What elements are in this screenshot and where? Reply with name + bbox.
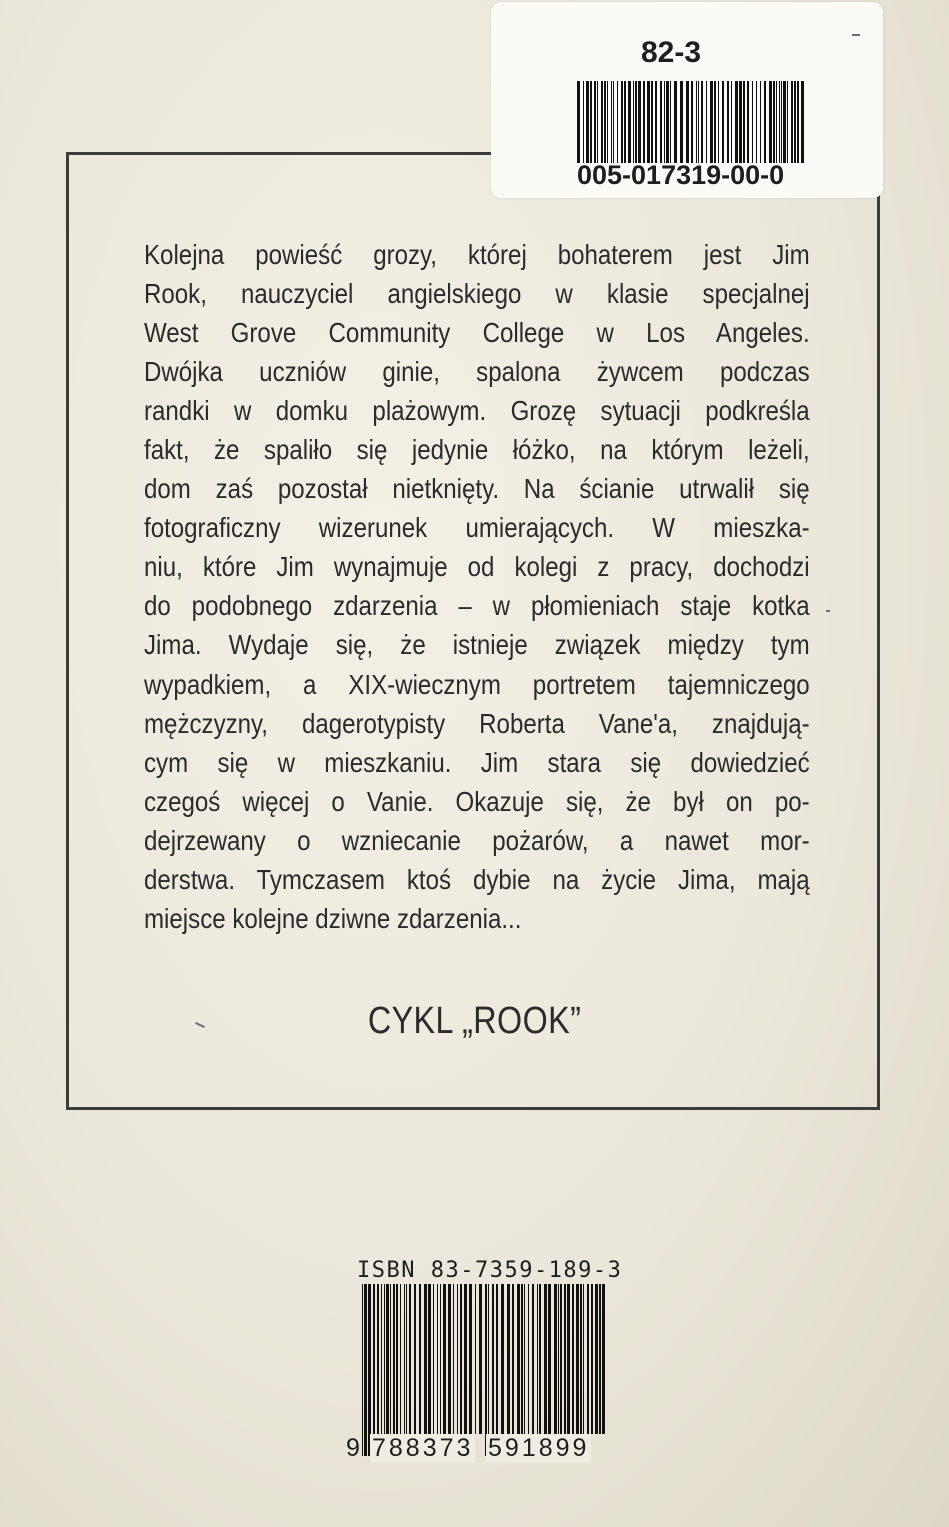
barcode-bar (587, 1284, 589, 1434)
barcode-bar (424, 1284, 427, 1434)
barcode-bar (437, 1284, 438, 1434)
barcode-bar (524, 1284, 525, 1434)
barcode-bar (691, 81, 693, 163)
barcode-bar (532, 1284, 534, 1434)
barcode-bar (362, 1284, 363, 1456)
isbn-barcode (362, 1284, 610, 1456)
barcode-bar (783, 81, 786, 163)
ean-right-digits: 591899 (488, 1434, 590, 1462)
barcode-bar (611, 81, 612, 163)
barcode-bar (787, 81, 788, 163)
barcode-bar (666, 81, 669, 163)
blurb-text (144, 235, 810, 938)
price-sticker (491, 2, 883, 198)
barcode-bar (507, 1284, 510, 1434)
barcode-bar (727, 81, 729, 163)
barcode-bar (554, 1284, 557, 1434)
barcode-bar (718, 81, 719, 163)
blurb-line: dejrzewany o wzniecanie pożarów, a nawet mor- (144, 824, 810, 856)
blurb-line: Kolejna powieść grozy, której bohaterem jest Jim (144, 239, 810, 270)
barcode-bar (595, 1284, 598, 1434)
barcode-bar (521, 1284, 523, 1434)
barcode-bar (517, 1284, 520, 1434)
barcode-bar (607, 81, 608, 163)
barcode-bar (409, 1284, 411, 1434)
barcode-bar (440, 1284, 441, 1434)
barcode-bar (739, 81, 742, 163)
barcode-bar (594, 81, 596, 163)
barcode-bar (797, 81, 799, 163)
barcode-bar (386, 1284, 389, 1434)
barcode-bar (643, 81, 645, 163)
barcode-bar (469, 1284, 472, 1434)
blurb-line: mężczyzny, dagerotypisty Roberta Vane'a, znajdują- (144, 707, 810, 739)
blurb-line: czegoś więcej o Vanie. Okazuje się, że był on po- (144, 785, 810, 817)
barcode-bar (773, 81, 775, 163)
barcode-bar (433, 1284, 434, 1434)
scuff-mark (826, 610, 830, 612)
barcode-bar (396, 1284, 398, 1434)
blurb-line: dom zaś pozostał nietknięty. Na ścianie utrwalił się (144, 473, 810, 505)
barcode-bar (544, 1284, 547, 1434)
barcode-bar (586, 81, 589, 163)
barcode-bar (621, 81, 623, 163)
barcode-bar (419, 1284, 421, 1434)
barcode-bar (501, 1284, 504, 1434)
barcode-bar (794, 81, 796, 163)
barcode-bar (781, 81, 782, 163)
barcode-bar (475, 1284, 476, 1434)
barcode-bar (448, 1284, 451, 1434)
barcode-bar (651, 81, 653, 163)
barcode-bar (760, 81, 761, 163)
barcode-bar (655, 81, 657, 163)
isbn-label: ISBN 83-7359-189-3 (357, 1258, 623, 1283)
barcode-bar (599, 1284, 601, 1434)
barcode-bar (364, 1284, 367, 1456)
barcode-bar (576, 1284, 579, 1434)
blurb-line: randki w domku plażowym. Grozę sytuacji podkreśla (144, 395, 810, 427)
barcode-bar (747, 81, 749, 163)
barcode-bar (670, 81, 671, 163)
barcode-bar (453, 1284, 454, 1434)
blurb-line: Rook, nauczyciel angielskiego w klasie specjalnej (144, 278, 810, 310)
barcode-bar (674, 81, 677, 163)
barcode-bar (635, 81, 637, 163)
barcode-bar (714, 81, 716, 163)
barcode-bar (572, 1284, 574, 1434)
barcode-bar (528, 1284, 529, 1434)
barcode-bar (664, 81, 665, 163)
barcode-bar (496, 1284, 498, 1434)
barcode-bar (710, 81, 713, 163)
barcode-bar (373, 1284, 375, 1434)
blurb-line: derstwa. Tymczasem ktoś dybie na życie Jima, mają (144, 863, 810, 895)
barcode-bar (628, 81, 631, 163)
blurb-line: Jima. Wydaje się, że istnieje związek między tym (144, 629, 810, 661)
barcode-bar (560, 1284, 562, 1434)
barcode-bar (590, 81, 592, 163)
barcode-bar (722, 81, 724, 163)
ean-left-digits: 788373 (372, 1434, 474, 1462)
barcode-bar (443, 1284, 446, 1434)
barcode-bar (567, 1284, 570, 1434)
barcode-bar (597, 81, 598, 163)
barcode-bar (406, 1284, 407, 1434)
ean-first-digit: 9 (346, 1434, 360, 1462)
barcode-bar (801, 81, 804, 163)
barcode-bar (601, 81, 603, 163)
series-title-text: CYKL „ROOK” (367, 1000, 582, 1042)
barcode-bar (791, 81, 793, 163)
barcode-bar (752, 81, 753, 163)
barcode-bar (701, 81, 703, 163)
barcode-bar (539, 1284, 541, 1434)
barcode-bar (779, 81, 780, 163)
barcode-bar (537, 1284, 538, 1434)
barcode-bar (577, 81, 580, 163)
barcode-bar (414, 1284, 416, 1434)
blurb-line: fakt, że spaliło się jedynie łóżko, na którym leżeli, (144, 434, 810, 466)
sticker-number: 005-017319-00-0 (577, 160, 785, 190)
barcode-bar (583, 81, 584, 163)
barcode-bar (624, 81, 626, 163)
barcode-bar (698, 81, 699, 163)
barcode-bar (404, 1284, 405, 1434)
barcode-bar (680, 81, 683, 163)
barcode-bar (368, 1284, 371, 1456)
barcode-bar (613, 81, 614, 163)
barcode-bar (393, 1284, 395, 1434)
blurb-line: do podobnego zdarzenia – w płomieniach staje kotka (144, 590, 810, 622)
barcode-bar (464, 1284, 467, 1434)
barcode-bar (548, 1284, 551, 1434)
sticker-code: 82-3 (641, 36, 702, 69)
blurb-line: fotograficzny wizerunek umierających. W mieszka- (144, 512, 810, 544)
barcode-bar (381, 1284, 382, 1434)
barcode-bar (377, 1284, 379, 1434)
barcode-bar (647, 81, 650, 163)
barcode-bar (604, 81, 606, 163)
ean-digits (346, 1434, 616, 1466)
barcode-bar (660, 81, 662, 163)
barcode-bar (686, 81, 689, 163)
barcode-bar (756, 81, 757, 163)
barcode-bar (400, 1284, 401, 1434)
barcode-bar (580, 1284, 582, 1434)
barcode-bar (743, 81, 745, 163)
series-title (0, 1000, 949, 1043)
barcode-bar (460, 1284, 462, 1434)
barcode-bar (428, 1284, 431, 1434)
barcode-bar (769, 81, 772, 163)
blurb-line: miejsce kolejne dziwne zdarzenia... (144, 902, 522, 934)
blurb-line: wypadkiem, a XIX-wiecznym portretem tajemniczego (144, 668, 810, 700)
barcode-bar (479, 1284, 482, 1434)
barcode-bar (591, 1284, 593, 1434)
scuff-mark (852, 34, 860, 36)
barcode-bar (564, 1284, 566, 1434)
blurb-line: West Grove Community College w Los Angeles. (144, 317, 810, 349)
barcode-bar (764, 81, 766, 163)
barcode-bar (602, 1284, 605, 1434)
barcode-bar (492, 1284, 494, 1434)
sticker-barcode (577, 81, 807, 163)
blurb-line: Dwójka uczniów ginie, spalona żywcem podczas (144, 356, 810, 388)
barcode-bar (776, 81, 777, 163)
barcode-bar (384, 1284, 385, 1434)
barcode-bar (633, 81, 634, 163)
barcode-bar (617, 81, 618, 163)
barcode-bar (731, 81, 732, 163)
barcode-bar (512, 1284, 514, 1434)
barcode-bar (485, 1284, 487, 1456)
blurb-line: cym się w mieszkaniu. Jim stara się dowiedzieć (144, 746, 810, 778)
barcode-bar (583, 1284, 584, 1434)
barcode-bar (558, 1284, 559, 1434)
barcode-bar (706, 81, 707, 163)
barcode-bar (638, 81, 641, 163)
barcode-bar (457, 1284, 458, 1434)
barcode-bar (735, 81, 738, 163)
barcode-bar (390, 1284, 391, 1434)
blurb-line: niu, które Jim wynajmuje od kolegi z pracy, dochodzi (144, 551, 810, 583)
barcode-bar (696, 81, 697, 163)
barcode-bar (488, 1284, 489, 1456)
